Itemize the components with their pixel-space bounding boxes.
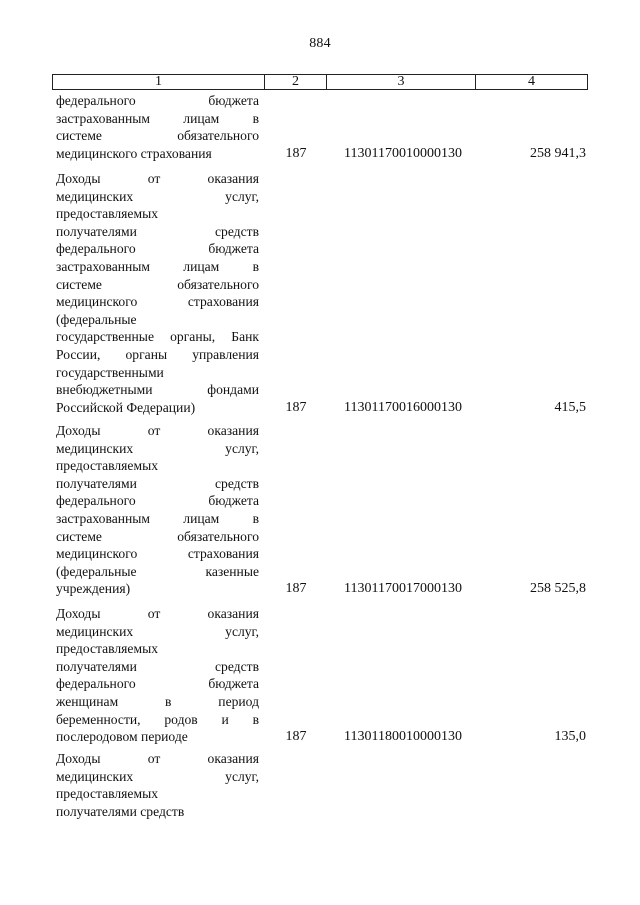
description-line: федерального бюджета bbox=[56, 93, 259, 108]
row-code: 187 bbox=[285, 729, 307, 745]
row-code: 187 bbox=[285, 399, 307, 415]
description-line: застрахованным лицам в bbox=[56, 258, 259, 274]
description-line: (федеральные казенные bbox=[56, 563, 259, 579]
description-line: медицинского страхования bbox=[56, 145, 212, 161]
description-line: системе обязательного bbox=[56, 276, 259, 292]
description-line: получателями средств bbox=[56, 475, 259, 491]
description-line: (федеральные bbox=[56, 311, 137, 327]
row-description bbox=[56, 92, 259, 162]
description-line: Доходы от оказания bbox=[56, 423, 259, 438]
description-line: государственные органы, Банк bbox=[56, 329, 259, 345]
description-line: получателями средств bbox=[56, 223, 259, 239]
row-code: 187 bbox=[285, 145, 307, 161]
header-col-2: 2 bbox=[265, 75, 327, 89]
description-line: государственными bbox=[56, 364, 164, 380]
row-code: 187 bbox=[285, 581, 307, 597]
row-description bbox=[56, 170, 259, 416]
description-line: России, органы управления bbox=[56, 346, 259, 362]
header-col-1: 1 bbox=[53, 75, 265, 89]
header-col-3: 3 bbox=[327, 75, 476, 89]
table-row bbox=[52, 92, 588, 162]
table-row bbox=[52, 750, 588, 820]
row-description bbox=[56, 750, 259, 820]
description-line: получателями средств bbox=[56, 658, 259, 674]
description-line: внебюджетными фондами bbox=[56, 382, 259, 398]
description-line: федерального бюджета bbox=[56, 676, 259, 692]
description-line: Доходы от оказания bbox=[56, 751, 259, 766]
page-number: 884 bbox=[309, 36, 331, 51]
row-kbk: 11301170017000130 bbox=[344, 581, 462, 597]
description-line: медицинского страхования bbox=[56, 294, 259, 310]
description-line: предоставляемых bbox=[56, 641, 158, 657]
table-row bbox=[52, 422, 588, 598]
description-line: системе обязательного bbox=[56, 528, 259, 544]
row-kbk: 11301170016000130 bbox=[344, 399, 462, 415]
description-line: федерального бюджета bbox=[56, 241, 259, 257]
description-line: предоставляемых bbox=[56, 458, 158, 474]
description-line: женщинам в период bbox=[56, 693, 259, 709]
header-col-4: 4 bbox=[528, 74, 535, 89]
table-row bbox=[52, 605, 588, 746]
row-amount: 415,5 bbox=[554, 399, 586, 415]
description-line: беременности, родов и в bbox=[56, 711, 259, 727]
description-line: предоставляемых bbox=[56, 786, 158, 802]
row-kbk: 11301180010000130 bbox=[344, 729, 462, 745]
row-amount: 258 525,8 bbox=[530, 581, 586, 597]
description-line: предоставляемых bbox=[56, 206, 158, 222]
row-amount: 258 941,3 bbox=[530, 145, 586, 161]
description-line: медицинских услуг, bbox=[56, 188, 259, 204]
description-line: медицинских услуг, bbox=[56, 623, 259, 639]
description-line: Доходы от оказания bbox=[56, 606, 259, 621]
description-line: Доходы от оказания bbox=[56, 171, 259, 186]
description-line: Российской Федерации) bbox=[56, 399, 196, 415]
description-line: медицинских услуг, bbox=[56, 768, 259, 784]
row-kbk: 11301170010000130 bbox=[344, 145, 462, 161]
table-row bbox=[52, 170, 588, 416]
row-amount: 135,0 bbox=[554, 729, 586, 745]
description-line: застрахованным лицам в bbox=[56, 510, 259, 526]
description-line: застрахованным лицам в bbox=[56, 110, 259, 126]
description-line: системе обязательного bbox=[56, 128, 259, 144]
description-line: учреждения) bbox=[56, 581, 131, 597]
description-line: медицинского страхования bbox=[56, 546, 259, 562]
description-line: федерального бюджета bbox=[56, 493, 259, 509]
row-description bbox=[56, 605, 259, 746]
description-line: получателями средств bbox=[56, 803, 185, 819]
description-line: медицинских услуг, bbox=[56, 440, 259, 456]
description-line: послеродовом периоде bbox=[56, 729, 188, 745]
row-description bbox=[56, 422, 259, 598]
table-header bbox=[52, 74, 588, 90]
